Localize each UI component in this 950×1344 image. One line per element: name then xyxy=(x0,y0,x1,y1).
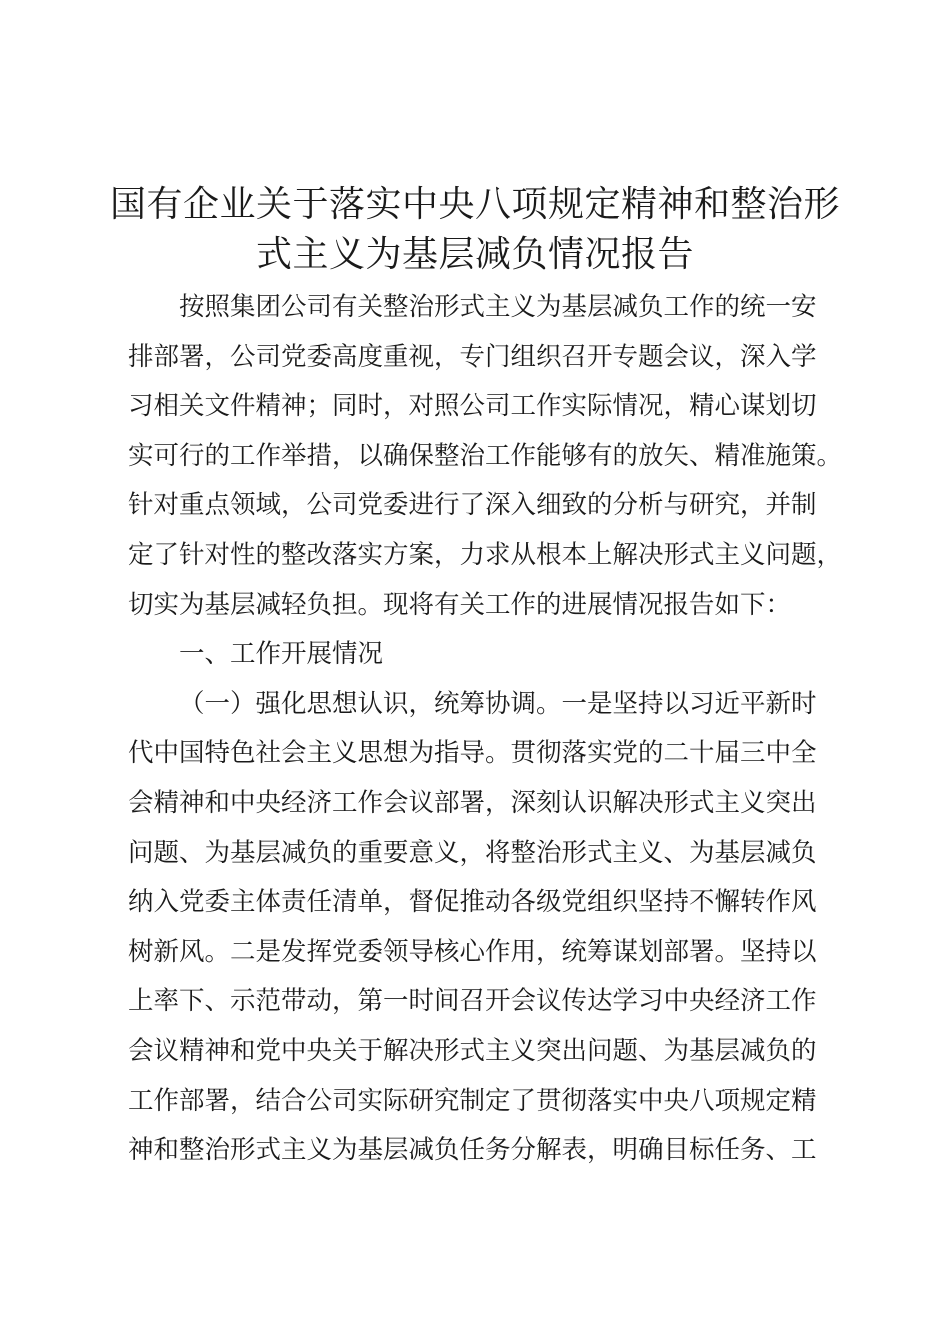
paragraph-line: 神和整治形式主义为基层减负任务分解表，明确目标任务、工 xyxy=(128,1135,817,1166)
document-body xyxy=(128,283,843,1176)
paragraph-line: 习相关文件精神；同时，对照公司工作实际情况，精心谋划切 xyxy=(128,391,817,422)
paragraph-line: 定了针对性的整改落实方案，力求从根本上解决形式主义问题， xyxy=(128,539,843,570)
paragraph-line: 树新风。二是发挥党委领导核心作用，统筹谋划部署。坚持以 xyxy=(128,936,817,967)
title-line-2: 式主义为基层减负情况报告 xyxy=(255,234,694,275)
paragraph-line: 切实为基层减轻负担。现将有关工作的进展情况报告如下： xyxy=(128,589,792,620)
paragraph-line: 会精神和中央经济工作会议部署，深刻认识解决形式主义突出 xyxy=(128,787,817,818)
paragraph-line: 排部署，公司党委高度重视，专门组织召开专题会议，深入学 xyxy=(128,341,817,372)
paragraph-line: 工作部署，结合公司实际研究制定了贯彻落实中央八项规定精 xyxy=(128,1085,817,1116)
paragraph-line: 实可行的工作举措，以确保整治工作能够有的放矢、精准施策。 xyxy=(128,440,843,471)
paragraph-line: 代中国特色社会主义思想为指导。贯彻落实党的二十届三中全 xyxy=(128,738,817,769)
paragraph-line: 按照集团公司有关整治形式主义为基层减负工作的统一安 xyxy=(179,292,817,322)
paragraph-line: 问题、为基层减负的重要意义，将整治形式主义、为基层减负 xyxy=(128,837,817,868)
paragraph-line: 纳入党委主体责任清单，督促推动各级党组织坚持不懈转作风 xyxy=(128,887,817,918)
paragraph-line: （一）强化思想认识，统筹协调。一是坚持以习近平新时 xyxy=(179,688,817,719)
paragraph-line: 上率下、示范带动，第一时间召开会议传达学习中央经济工作 xyxy=(128,986,817,1017)
title-line-1: 国有企业关于落实中央八项规定精神和整治形 xyxy=(110,184,841,225)
document-title xyxy=(110,180,840,280)
section-heading: 一、工作开展情况 xyxy=(179,639,384,670)
paragraph-line: 会议精神和党中央关于解决形式主义突出问题、为基层减负的 xyxy=(128,1035,817,1066)
paragraph-line: 针对重点领域，公司党委进行了深入细致的分析与研究，并制 xyxy=(128,490,817,521)
